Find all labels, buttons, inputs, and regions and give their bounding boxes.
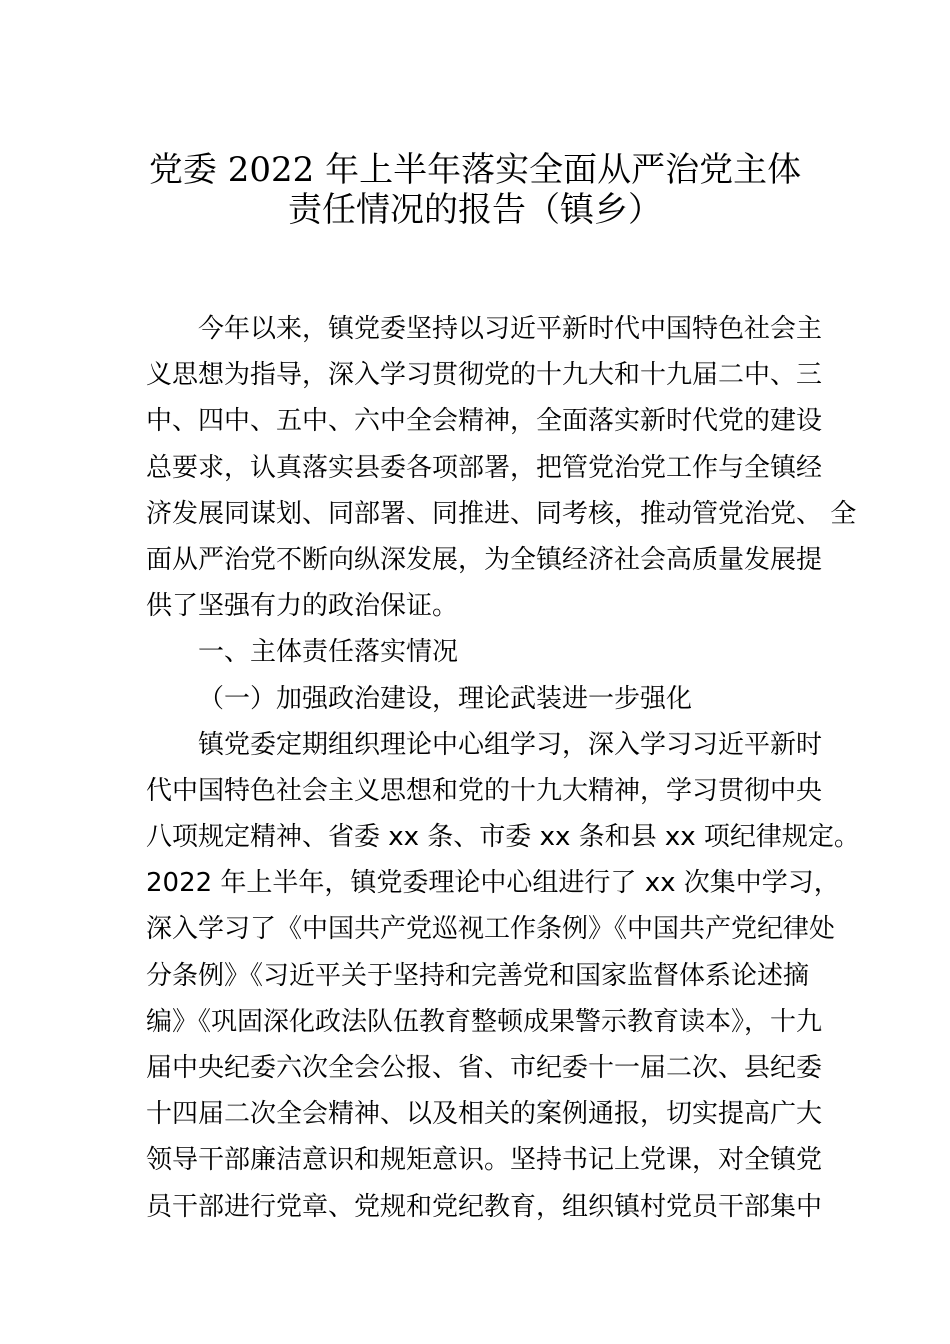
document-title-line-1: 党委 2022 年上半年落实全面从严治党主体 <box>148 150 802 190</box>
body-line: 总要求，认真落实县委各项部署，把管党治党工作与全镇经 <box>146 452 823 483</box>
body-line: 十四届二次全会精神、以及相关的案例通报，切实提高广大 <box>146 1099 823 1130</box>
body-line: 义思想为指导，深入学习贯彻党的十九大和十九届二中、三 <box>146 360 823 391</box>
body-line: 分条例》《习近平关于坚持和完善党和国家监督体系论述摘 <box>146 960 810 991</box>
section-heading: 一、主体责任落实情况 <box>198 637 459 668</box>
body-line: 八项规定精神、省委 xx 条、市委 xx 条和县 xx 项纪律规定。 <box>146 822 860 853</box>
body-line: 领导干部廉洁意识和规矩意识。坚持书记上党课，对全镇党 <box>146 1145 823 1176</box>
document-body <box>146 306 860 1230</box>
body-line: 2022 年上半年，镇党委理论中心组进行了 xx 次集中学习， <box>146 868 840 899</box>
body-line: 深入学习了《中国共产党巡视工作条例》《中国共产党纪律处 <box>146 914 836 945</box>
body-line: 供了坚强有力的政治保证。 <box>146 591 459 622</box>
subsection-heading: （一）加强政治建设，理论武装进一步强化 <box>198 683 693 714</box>
body-line: 济发展同谋划、同部署、同推进、同考核，推动管党治党、 全 <box>146 498 857 529</box>
body-line: 代中国特色社会主义思想和党的十九大精神，学习贯彻中央 <box>146 775 823 806</box>
body-line: 届中央纪委六次全会公报、省、市纪委十一届二次、县纪委 <box>146 1053 823 1083</box>
body-line: 镇党委定期组织理论中心组学习，深入学习习近平新时 <box>198 729 823 760</box>
body-line: 今年以来，镇党委坚持以习近平新时代中国特色社会主 <box>198 314 823 344</box>
body-line: 员干部进行党章、党规和党纪教育，组织镇村党员干部集中 <box>146 1191 823 1222</box>
body-line: 编》《巩固深化政法队伍教育整顿成果警示教育读本》，十九 <box>146 1006 823 1037</box>
body-line: 面从严治党不断向纵深发展，为全镇经济社会高质量发展提 <box>146 544 823 575</box>
document-title-line-2: 责任情况的报告（镇乡） <box>288 190 662 230</box>
body-line: 中、四中、五中、六中全会精神，全面落实新时代党的建设 <box>146 406 823 437</box>
